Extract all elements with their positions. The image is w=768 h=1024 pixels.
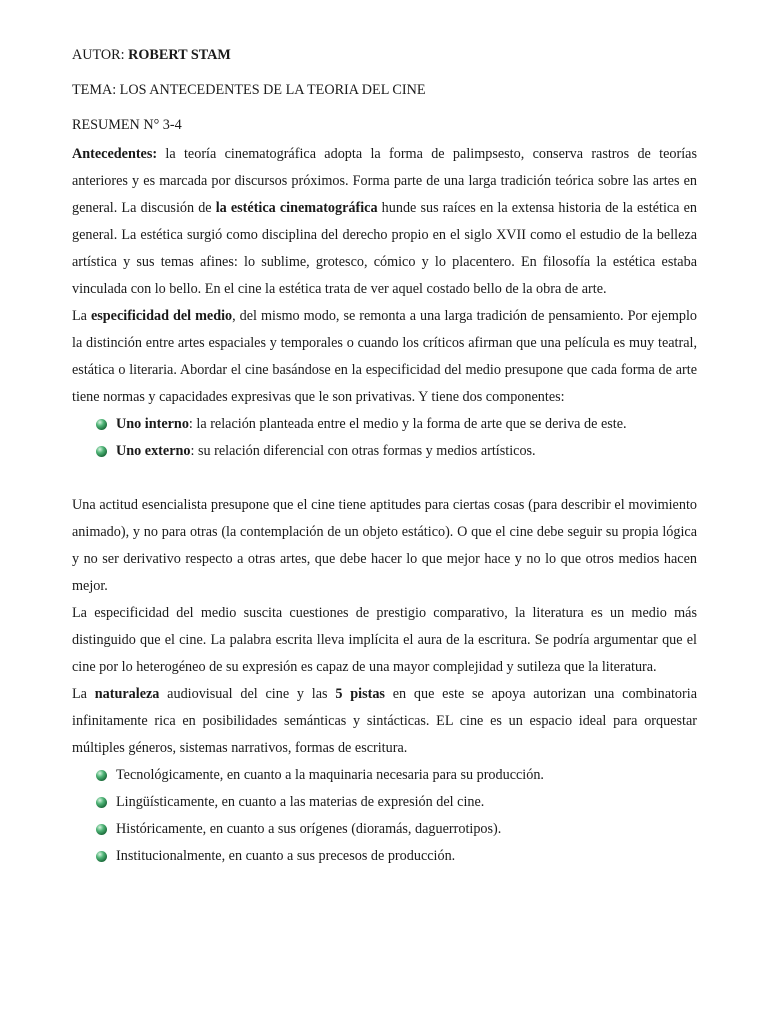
paragraph-text: La <box>72 686 95 702</box>
list-item <box>96 762 697 789</box>
author-line <box>72 44 697 71</box>
list-item <box>96 789 697 816</box>
paragraph-text: , del mismo modo, se remonta a una larga tradición de pensamiento. Por ejemplo la distinción entre artes espaciales y temporales o cuando los críticos afirman que una película es muy teatral, estática o literaria. Abordar el cine basándose en la especificidad del medio presupone que cada forma de arte tiene normas y capacidades expresivas que le son privativas. Y tiene dos componentes: <box>72 308 697 405</box>
components-list <box>72 411 697 465</box>
bold-term-pistas: 5 pistas <box>335 686 385 702</box>
topic-line: TEMA: LOS ANTECEDENTES DE LA TEORIA DEL CINE <box>72 82 426 98</box>
paragraph-actitud-esencialista: Una actitud esencialista presupone que el cine tiene aptitudes para ciertas cosas (para describir el movimiento animado), y no para otras (la contemplación de un objeto estático). O que el cine debe seguir su propia lógica y no ser derivativo respecto a otras artes, que debe hacer lo que mejor hace y no lo que otros medios hacen mejor. <box>72 497 697 594</box>
list-item <box>96 438 697 465</box>
green-bullet-icon <box>96 419 107 430</box>
bold-term-antecedentes: Antecedentes: <box>72 146 158 162</box>
paragraph-text: hunde sus raíces en la extensa historia de la estética en general. La estética surgió como disciplina del derecho propio en el siglo XVII como el estudio de la belleza artística y sus temas afines: lo sublime, grotesco, cómico y lo placentero. En filosofía la estética estaba vinculada con lo bello. En el cine la estética trata de ver aquel costado bello de la obra de arte. <box>72 200 697 297</box>
list-item <box>96 843 697 870</box>
paragraph-text: audiovisual del cine y las <box>159 686 336 702</box>
list-item-text: Institucionalmente, en cuanto a sus precesos de producción. <box>116 848 456 864</box>
green-bullet-icon <box>96 824 107 835</box>
author-name: ROBERT STAM <box>128 47 231 63</box>
list-item-text: : la relación planteada entre el medio y la forma de arte que se deriva de este. <box>188 416 627 432</box>
summary-number-line: RESUMEN N° 3-4 <box>72 117 182 133</box>
list-item-term: Uno externo <box>116 443 191 459</box>
paragraph-text: la teoría cinematográfica adopta la forma de palimpsesto, conserva rastros de teorías anteriores y es marcada por discursos próximos. Forma parte de una larga tradición teórica sobre las artes en general. La discusión de <box>72 146 697 216</box>
green-bullet-icon <box>96 851 107 862</box>
list-item-text: Lingüísticamente, en cuanto a las materias de expresión del cine. <box>116 794 485 810</box>
paragraph-text: La <box>72 308 91 324</box>
list-item-term: Uno interno <box>116 416 189 432</box>
list-item-text: Tecnológicamente, en cuanto a la maquinaria necesaria para su producción. <box>116 767 544 783</box>
green-bullet-icon <box>96 770 107 781</box>
list-item <box>96 411 697 438</box>
paragraph-prestigio: La especificidad del medio suscita cuestiones de prestigio comparativo, la literatura es un medio más distinguido que el cine. La palabra escrita lleva implícita el aura de la escritura. Se podría argumentar que el cine por lo heterogéneo de su expresión es capaz de una mayor complejidad y sutileza que la literatura. <box>72 605 697 675</box>
list-item-text: Históricamente, en cuanto a sus orígenes (dioramás, daguerrotipos). <box>116 821 502 837</box>
paragraph-naturaleza <box>72 681 697 762</box>
bold-term-naturaleza: naturaleza <box>94 686 160 702</box>
green-bullet-icon <box>96 446 107 457</box>
aspects-list <box>72 762 697 870</box>
bold-term-estetica: la estética cinematográfica <box>215 200 378 216</box>
list-item-text: : su relación diferencial con otras formas y medios artísticos. <box>190 443 536 459</box>
paragraph-especificidad <box>72 303 697 411</box>
blank-line <box>72 465 697 492</box>
green-bullet-icon <box>96 797 107 808</box>
author-label: AUTOR: <box>72 47 129 63</box>
paragraph-antecedentes <box>72 141 697 303</box>
document-page <box>72 44 697 870</box>
bold-term-especificidad: especificidad del medio <box>90 308 233 324</box>
list-item <box>96 816 697 843</box>
paragraph-text: en que este se apoya autorizan una combinatoria infinitamente rica en posibilidades semánticas y sintácticas. EL cine es un espacio ideal para orquestar múltiples géneros, sistemas narrativos, formas de escritura. <box>72 686 697 756</box>
